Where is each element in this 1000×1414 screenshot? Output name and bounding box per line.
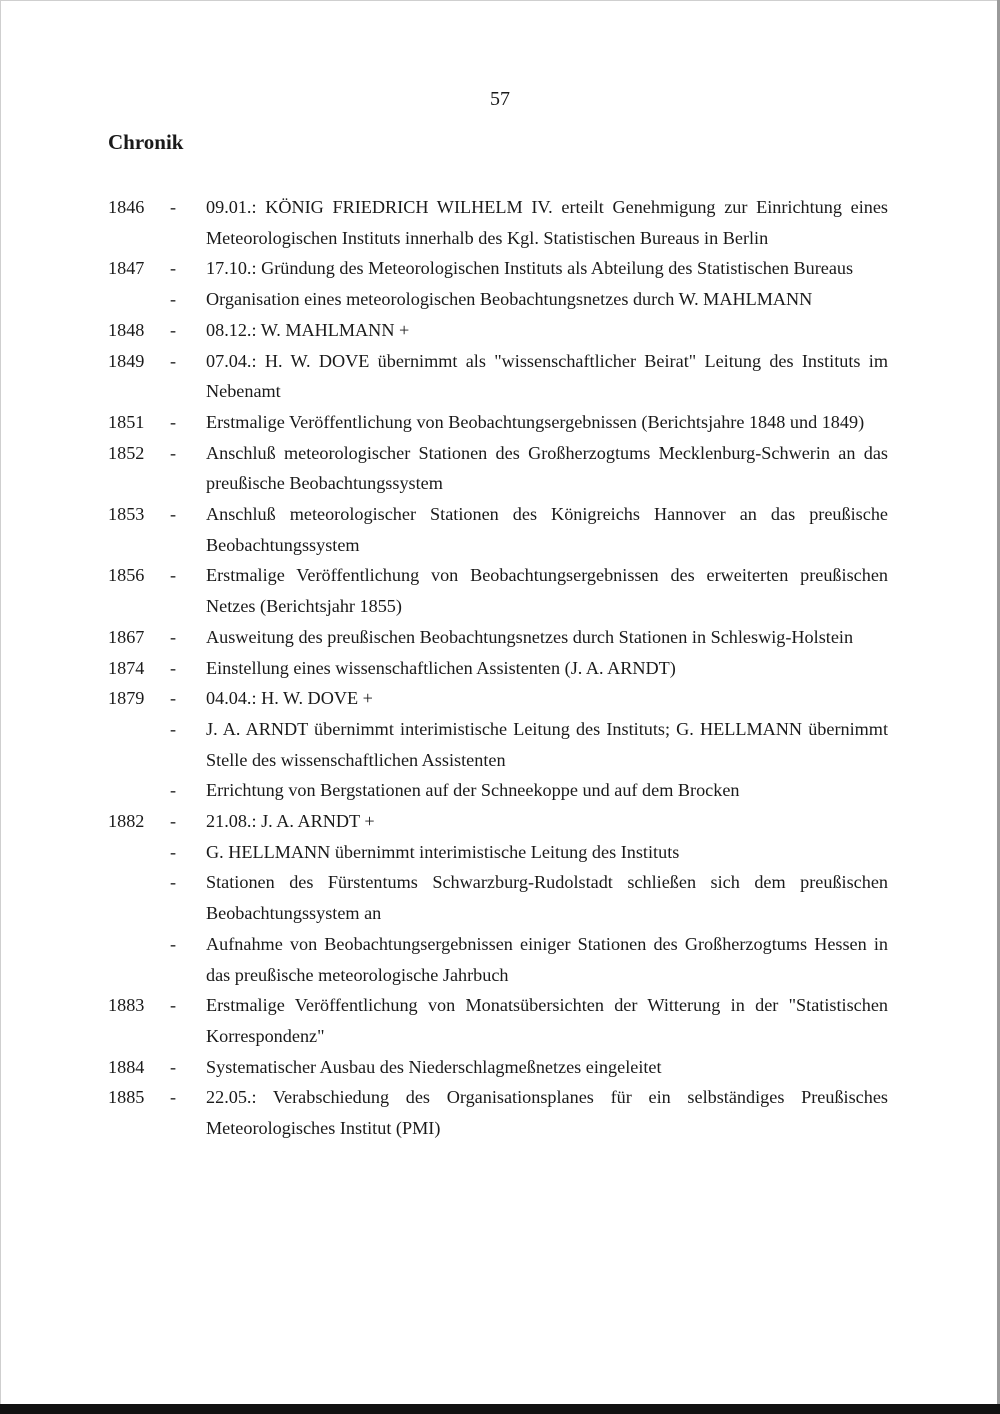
chronicle-entry (108, 806, 888, 837)
entry-text: Organisation eines meteorologischen Beobachtungsnetzes durch W. MAHLMANN (206, 289, 813, 310)
chronicle-entry (108, 192, 888, 253)
page-title: Chronik (108, 130, 184, 154)
entry-text: J. A. ARNDT übernimmt interimistische Leitung des Instituts; G. HELLMANN übernimmt Stelle des wissenschaftlichen Assistenten (206, 718, 888, 770)
entry-text: Einstellung eines wissenschaftlichen Assistenten (J. A. ARNDT) (206, 657, 676, 678)
chronicle-list (108, 192, 888, 1144)
chronicle-entry (108, 867, 888, 928)
chronicle-entry (108, 837, 888, 868)
entry-dash: - (170, 780, 177, 801)
entry-text: Erstmalige Veröffentlichung von Beobachtungsergebnissen des erweiterten preußischen Netzes (Berichtsjahr 1855) (206, 565, 888, 617)
entry-dash: - (170, 657, 177, 678)
entry-year: 1885 (108, 1087, 145, 1108)
entry-dash: - (170, 197, 177, 217)
entry-dash: - (170, 872, 177, 893)
entry-year: 1851 (108, 411, 145, 432)
entry-text: Anschluß meteorologischer Stationen des Großherzogtums Mecklenburg-Schwerin an das preußische Beobachtungssystem (206, 442, 888, 494)
entry-text: 08.12.: W. MAHLMANN + (206, 319, 410, 340)
chronicle-entry (108, 346, 888, 407)
entry-text: 07.04.: H. W. DOVE übernimmt als "wissenschaftlicher Beirat" Leitung des Instituts im Nebenamt (206, 350, 888, 402)
entry-dash: - (170, 841, 177, 862)
chronicle-entry (108, 407, 888, 438)
page-number: 57 (490, 88, 510, 110)
entry-text: Anschluß meteorologischer Stationen des Königreichs Hannover an das preußische Beobachtungssystem (206, 504, 888, 555)
entry-year (108, 837, 170, 868)
entry-year: 1882 (108, 811, 145, 832)
entry-text: Systematischer Ausbau des Niederschlagmeßnetzes eingeleitet (206, 1056, 662, 1077)
entry-text: 21.08.: J. A. ARNDT + (206, 811, 375, 832)
entry-dash: - (170, 350, 177, 371)
entry-dash: - (170, 688, 177, 709)
chronicle-entry (108, 653, 888, 684)
entry-dash: - (170, 411, 177, 432)
entry-year: 1867 (108, 626, 145, 647)
entry-dash: - (170, 718, 177, 739)
entry-dash: - (170, 811, 177, 832)
entry-dash: - (170, 565, 177, 586)
chronicle-entry (108, 775, 888, 806)
entry-text: 22.05.: Verabschiedung des Organisationsplanes für ein selbständiges Preußisches Meteorologisches Institut (PMI) (206, 1087, 888, 1139)
entry-dash: - (170, 319, 177, 340)
chronicle-entry (108, 560, 888, 621)
entry-text: G. HELLMANN übernimmt interimistische Leitung des Instituts (206, 841, 680, 862)
entry-text: Errichtung von Bergstationen auf der Schneekoppe und auf dem Brocken (206, 780, 740, 801)
chronicle-entry (108, 990, 888, 1051)
entry-text: Aufnahme von Beobachtungsergebnissen einiger Stationen des Großherzogtums Hessen in das preußische meteorologische Jahrbuch (206, 933, 888, 985)
entry-dash: - (170, 995, 177, 1016)
entry-year: 1874 (108, 657, 145, 678)
entry-year (108, 714, 170, 775)
chronicle-entry (108, 622, 888, 653)
entry-dash: - (170, 1087, 177, 1108)
chronicle-entry (108, 253, 888, 284)
chronicle-entry (108, 499, 888, 560)
entry-year: 1853 (108, 504, 145, 525)
entry-text: Erstmalige Veröffentlichung von Monatsübersichten der Witterung in der "Statistischen Korrespondenz" (206, 995, 888, 1046)
entry-text: 17.10.: Gründung des Meteorologischen Instituts als Abteilung des Statistischen Bureaus (206, 258, 854, 279)
entry-dash: - (170, 442, 177, 463)
entry-year: 1848 (108, 319, 145, 340)
entry-year (108, 867, 170, 928)
entry-text: Stationen des Fürstentums Schwarzburg-Rudolstadt schließen sich dem preußischen Beobachtungssystem an (206, 872, 888, 924)
chronicle-entry (108, 1082, 888, 1143)
page-edge-bottom (0, 1404, 1000, 1414)
entry-text: 09.01.: KÖNIG FRIEDRICH WILHELM IV. erteilt Genehmigung zur Einrichtung eines Meteorologischen Instituts innerhalb des Kgl. Statistischen Bureaus in Berlin (206, 197, 888, 248)
entry-dash: - (170, 258, 177, 279)
entry-text: Erstmalige Veröffentlichung von Beobachtungsergebnissen (Berichtsjahre 1848 und 1849) (206, 411, 865, 432)
chronicle-entry (108, 438, 888, 499)
entry-dash: - (170, 626, 177, 647)
entry-year: 1883 (108, 995, 145, 1016)
entry-text: 04.04.: H. W. DOVE + (206, 688, 373, 709)
entry-year (108, 284, 170, 315)
entry-year: 1846 (108, 197, 145, 217)
chronicle-entry (108, 284, 888, 315)
chronicle-entry (108, 714, 888, 775)
entry-year: 1879 (108, 688, 145, 709)
entry-text: Ausweitung des preußischen Beobachtungsnetzes durch Stationen in Schleswig-Holstein (206, 626, 854, 647)
entry-year: 1884 (108, 1056, 145, 1077)
entry-year (108, 929, 170, 990)
entry-dash: - (170, 289, 177, 310)
entry-year: 1847 (108, 258, 145, 279)
entry-dash: - (170, 504, 177, 525)
entry-year: 1849 (108, 350, 145, 371)
entry-year: 1852 (108, 442, 145, 463)
chronicle-entry (108, 1052, 888, 1083)
entry-year (108, 775, 170, 806)
chronicle-entry (108, 315, 888, 346)
chronicle-entry (108, 929, 888, 990)
chronicle-entry (108, 683, 888, 714)
entry-dash: - (170, 933, 177, 954)
entry-dash: - (170, 1056, 177, 1077)
entry-year: 1856 (108, 565, 145, 586)
